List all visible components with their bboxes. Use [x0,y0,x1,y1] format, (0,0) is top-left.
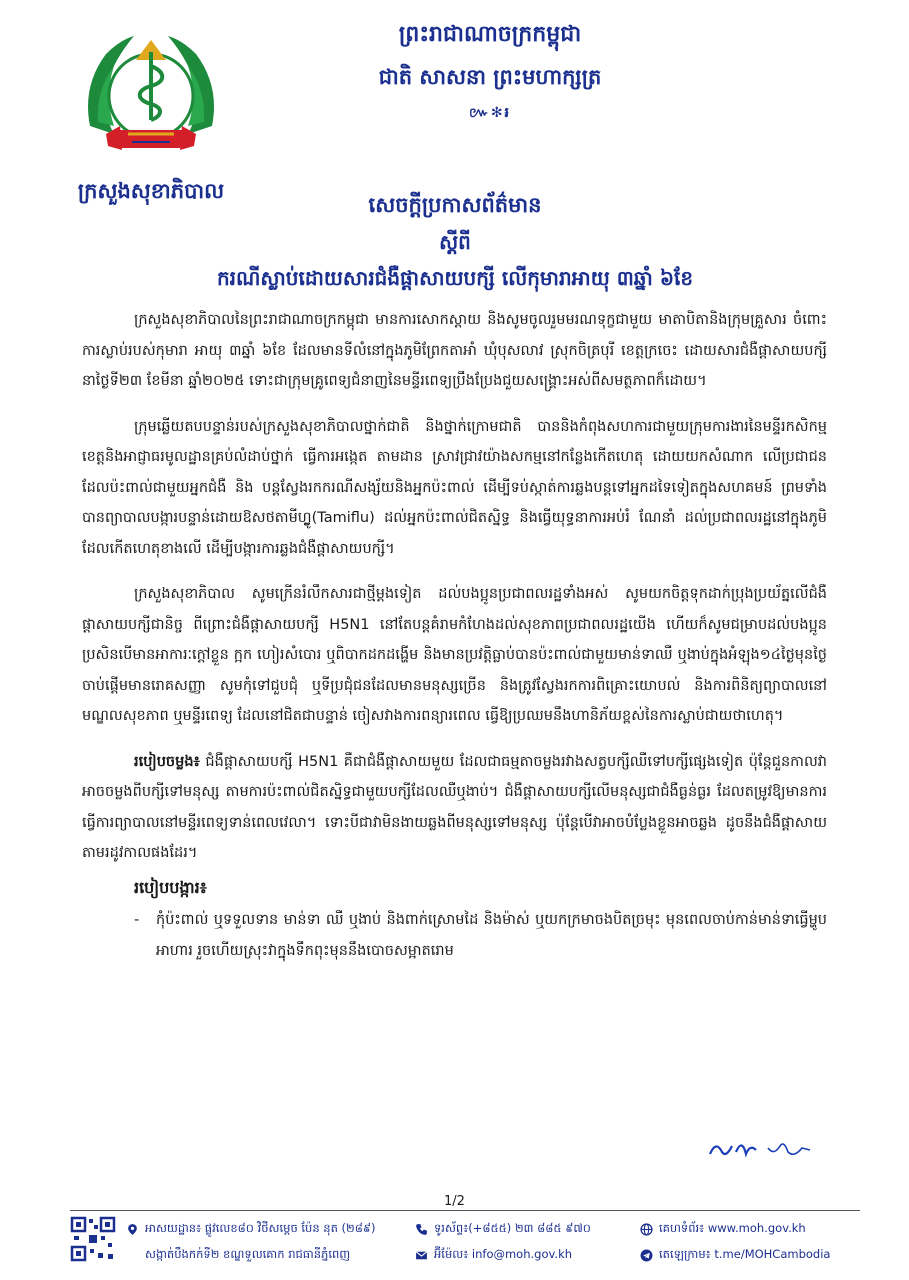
footer-address-row-2 [126,1244,376,1266]
list-item [82,905,827,966]
national-motto: ជាតិ សាសនា ព្រះមហាក្សត្រ [378,65,602,89]
ornament-divider-icon: ៚✻៛ [469,105,511,121]
qr-code-icon [70,1216,116,1262]
footer-contact-column [415,1214,591,1266]
transmission-text: ជំងឺផ្តាសាយបក្សី H5N1 គឺជាជំងឺផ្តាសាយមួយ ដែលជាធម្មតាចម្លងរវាងសត្វបក្សីឈឺទៅបក្សីផ្សេងទៀត ប៉ុន្តែជួនកាលវាអាចចម្លងពីបក្សីទៅមនុស្ស តាមការប៉ះពាល់ជិតស្និទ្ធជាមួយបក្សីដែលឈឺឬងាប់។ ជំងឺផ្តាសាយបក្សីលើមនុស្សជាជំងឺធ្ងន់ធ្ងរ ដែលតម្រូវឱ្យមានការធ្វើការព្យាបាលនៅមន្ទីរពេទ្យទាន់ពេលវេលា។ ទោះបីជាវាមិនងាយឆ្លងពីមនុស្សទៅមនុស្ស ប៉ុន្តែបើវាអាចបំប្លែងខ្លួនអាចឆ្លង ដូចនឹងជំងឺផ្តាសាយតាមរដូវកាលផងដែរ។ [82,753,827,861]
announcement-title-block [110,192,800,295]
footer-telegram-link[interactable]: តេឡេក្រាម៖ t.me/MOHCambodia [659,1246,831,1261]
footer-website-link[interactable]: គេហទំព័រ៖ www.moh.gov.kh [659,1220,806,1235]
telegram-icon [640,1249,653,1262]
transmission-heading: របៀបចម្លង៖ [134,753,200,770]
footer-address-line-1: អាសយដ្ឋាន៖ ផ្លូវលេខ៨០ វិថីសម្តេច ប៉ែន នុត (២៨៩) [145,1220,376,1235]
bullet-dash: - [134,912,140,928]
document-body [82,305,827,966]
page-number: 1/2 [444,1194,465,1209]
footer-email-row[interactable] [415,1244,591,1266]
signature-initials-icon [706,1136,816,1162]
footer-address-line-2: សង្កាត់បឹងកក់ទី២ ខណ្ឌទួលគោក រាជធានីភ្នំពេញ [145,1246,351,1261]
paragraph-3: ក្រសួងសុខាភិបាល សូមក្រើនរំលឹកសារជាថ្មីម្តងទៀត ដល់បងប្អូនប្រជាពលរដ្ឋទាំងអស់ សូមយកចិត្តទុកដាក់ប្រុងប្រយ័ត្នលើជំងឺផ្តាសាយបក្សីជានិច្ច ពីព្រោះជំងឺផ្តាសាយបក្សី H5N1 នៅតែបន្តគំរាមកំហែងដល់សុខភាពប្រជាពលរដ្ឋយើង ហើយក៏សូមជម្រាបដល់បងប្អូន ប្រសិនបើមានអាការៈក្តៅខ្លួន ក្អក ហៀរសំបោរ ឬពិបាកដកដង្ហើម និងមានប្រវត្តិធ្លាប់បានប៉ះពាល់ជាមួយមាន់ទាឈឺ ឬងាប់ក្នុងអំឡុង១៤ថ្ងៃមុនថ្ងៃចាប់ផ្តើមមានរោគសញ្ញា សូមកុំទៅជួបជុំ ឬទីប្រជុំជនដែលមានមនុស្សច្រើន និងត្រូវស្វែងរកការពិគ្រោះយោបល់ និងការពិនិត្យព្យាបាលនៅមណ្ឌលសុខភាព ឬមន្ទីរពេទ្យ ដែលនៅជិតជាបន្ទាន់ ចៀសវាងការពន្យារពេល ធ្វើឱ្យប្រឈមនឹងហានិភ័យខ្ពស់នៃការស្លាប់ជាយថាហេតុ។ [82,586,827,724]
footer-email-link[interactable]: អ៊ីម៉ែល៖ info@moh.gov.kh [434,1246,573,1261]
footer-address-column [126,1214,376,1266]
footer-phone-row [415,1218,591,1240]
footer [70,1214,860,1274]
announcement-title: សេចក្តីប្រកាសព័ត៌មាន [368,193,542,217]
footer-online-column [640,1214,830,1266]
footer-address-row-1 [126,1218,376,1240]
footer-website-row[interactable] [640,1218,830,1240]
ministry-name: ក្រសួងសុខាភិបាល [77,179,225,203]
announcement-subject: ករណីស្លាប់ដោយសារជំងឺផ្តាសាយបក្សី លើកុមារាអាយុ ៣ឆ្នាំ ៦ខែ [216,266,694,290]
footer-telegram-row[interactable] [640,1244,830,1266]
ministry-of-health-logo-icon [76,26,226,174]
spacer [126,1249,139,1262]
paragraph-transmission [82,747,827,869]
footer-divider [70,1210,860,1211]
kingdom-heading [290,20,690,124]
footer-phone: ទូរស័ព្ទ៖(+៨៥៥) ២៣ ៨៨៥ ៩៧០ [434,1220,591,1235]
location-icon [126,1223,139,1236]
prevention-heading: របៀបបង្ការ៖ [134,877,207,897]
ministry-logo-block [56,26,246,209]
paragraph-2: ក្រុមឆ្លើយតបបន្ទាន់របស់ក្រសួងសុខាភិបាលថ្នាក់ជាតិ និងថ្នាក់ក្រោមជាតិ បាននិងកំពុងសហការជាមួយក្រុមការងារនៃមន្ទីរកសិកម្មខេត្តនិងអាជ្ញាធរមូលដ្ឋានគ្រប់លំដាប់ថ្នាក់ ធ្វើការអង្កេត តាមដាន ស្រាវជ្រាវយ៉ាងសកម្មនៅកន្លែងកើតហេតុ ដោយយកសំណាក លើប្រជាជនដែលប៉ះពាល់ជាមួយអ្នកជំងឺ និង បន្តស្វែងរកករណីសង្ស័យនិងអ្នកប៉ះពាល់ ដើម្បីទប់ស្កាត់ការឆ្លងបន្តទៅអ្នកដទៃទៀតក្នុងសហគមន៍ ព្រមទាំងបានព្យាបាលបង្ការបន្ទាន់ដោយឱសថតាមីហ្វ្លូ(Tamiflu) ដល់អ្នកប៉ះពាល់ជិតស្និទ្ធ និងធ្វើយុទ្ធនាការអប់រំ ណែនាំ ដល់ប្រជាពលរដ្ឋនៅក្នុងភូមិដែលកើតហេតុខាងលើ ដើម្បីបង្ការការឆ្លងជំងឺផ្តាសាយបក្សី។ [82,418,827,557]
paragraph-1: ក្រសួងសុខាភិបាលនៃព្រះរាជាណាចក្រកម្ពុជា មានការសោកស្តាយ និងសូមចូលរួមមរណទុក្ខជាមួយ មាតាបិតានិងក្រុមគ្រួសារ ចំពោះការស្លាប់របស់កុមារា អាយុ ៣ឆ្នាំ ៦ខែ ដែលមានទីលំនៅក្នុងភូមិព្រែកតាអាំ ឃុំបុសលាវ ស្រុកចិត្របុរី ខេត្តក្រចេះ ដោយសារជំងឺផ្តាសាយបក្សី នាថ្ងៃទី២៣ ខែមីនា ឆ្នាំ២០២៥ ទោះជាក្រុមគ្រូពេទ្យជំនាញនៃមន្ទីរពេទ្យប្រឹងប្រែងជួយសង្គ្រោះអស់ពីសមត្ថភាពក៏ដោយ។ [82,312,827,389]
kingdom-name: ព្រះរាជាណាចក្រកម្ពុជា [398,22,582,47]
announcement-about: ស្តីពី [439,230,471,254]
globe-icon [640,1223,653,1236]
email-icon [415,1249,428,1262]
prevention-item-1: កុំប៉ះពាល់ ឬទទួលទាន មាន់ទា ឈឺ ឬងាប់ និងពាក់ស្រោមដៃ និងម៉ាស់ ឬយកក្រមាចងបិតច្រមុះ មុនពេលចាប់កាន់មាន់ទាធ្វើម្ហូបអាហារ រួចហើយស្រុះវាក្នុងទឹកពុះមុននឹងបោចសម្អាតរោម [156,912,827,959]
phone-icon [415,1223,428,1236]
